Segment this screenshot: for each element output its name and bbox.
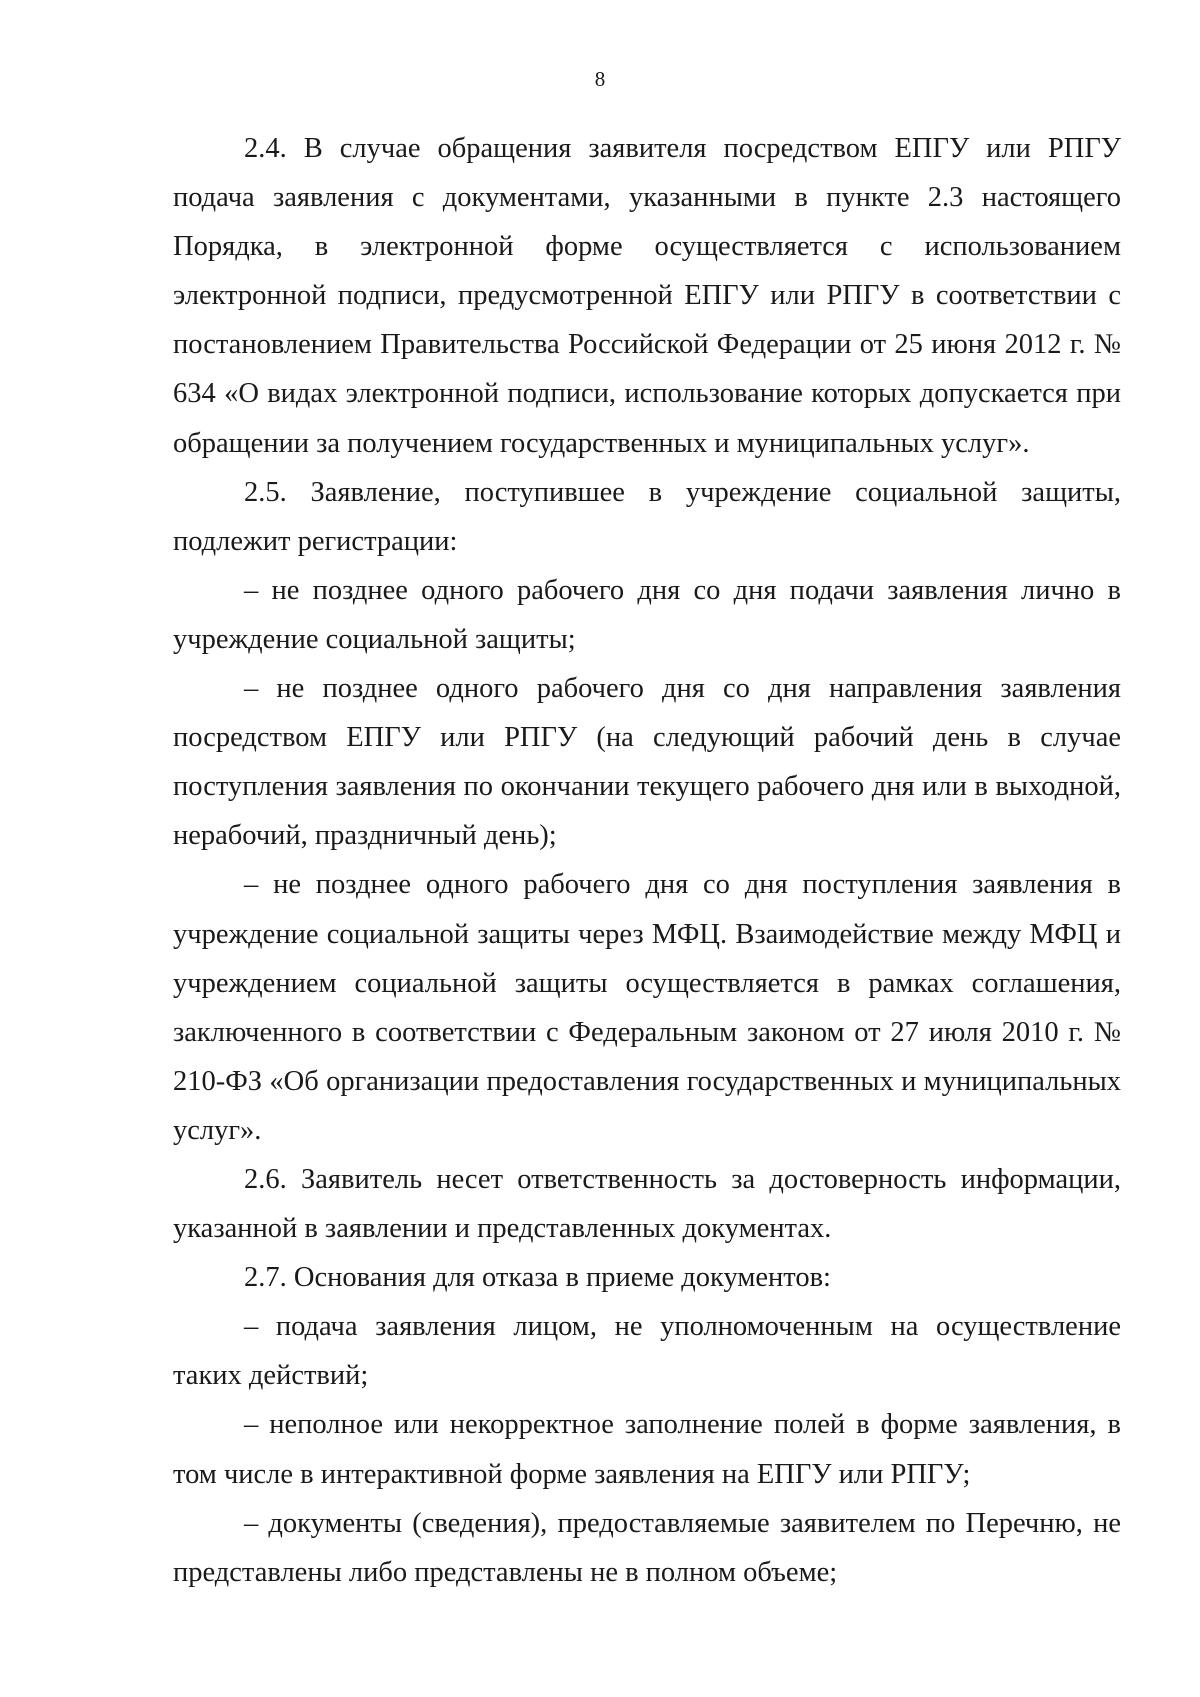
paragraph-2-6: 2.6. Заявитель несет ответственность за достоверность информации, указанной в заявлении и представленных документах. — [173, 1163, 1121, 1245]
page-number: 8 — [594, 67, 606, 91]
paragraph-2-4: 2.4. В случае обращения заявителя посредством ЕПГУ или РПГУ подача заявления с документами, указанными в пункте 2.3 настоящего Порядка, в электронной форме осуществляется с использованием электронной подписи, предусмотренной ЕПГУ или РПГУ в соответствии с постановлением Правительства Российской Федерации от 25 июня 2012 г. № 634 «О видах электронной подписи, использование которых допускается при обращении за получением государственных и муниципальных услуг». — [173, 133, 1121, 459]
list-item-refusal-missing-documents: – документы (сведения), предоставляемые заявителем по Перечню, не представлены либо представлены не в полном объеме; — [173, 1507, 1121, 1588]
list-item-registration-epgu: – не позднее одного рабочего дня со дня направления заявления посредством ЕПГУ или РПГУ (на следующий рабочий день в случае поступления заявления по окончании текущего рабочего дня или в выходной, нерабочий, праздничный день); — [173, 673, 1121, 852]
document-body — [173, 124, 1121, 1597]
paragraph-2-5: 2.5. Заявление, поступившее в учреждение социальной защиты, подлежит регистрации: — [173, 476, 1121, 557]
paragraph-2-7: 2.7. Основания для отказа в приеме документов: — [244, 1262, 831, 1294]
list-item-registration-personal: – не позднее одного рабочего дня со дня подачи заявления лично в учреждение социальной защиты; — [173, 574, 1121, 655]
list-item-refusal-incomplete-form: – неполное или некорректное заполнение полей в форме заявления, в том числе в интерактивной форме заявления на ЕПГУ или РПГУ; — [173, 1409, 1121, 1490]
list-item-registration-mfc: – не позднее одного рабочего дня со дня поступления заявления в учреждение социальной защиты через МФЦ. Взаимодействие между МФЦ и учреждением социальной защиты осуществляется в рамках соглашения, заключенного в соответствии с Федеральным законом от 27 июля 2010 г. № 210-ФЗ «Об организации предоставления государственных и муниципальных услуг». — [173, 869, 1121, 1146]
list-item-refusal-unauthorized: – подача заявления лицом, не уполномоченным на осуществление таких действий; — [173, 1311, 1121, 1392]
